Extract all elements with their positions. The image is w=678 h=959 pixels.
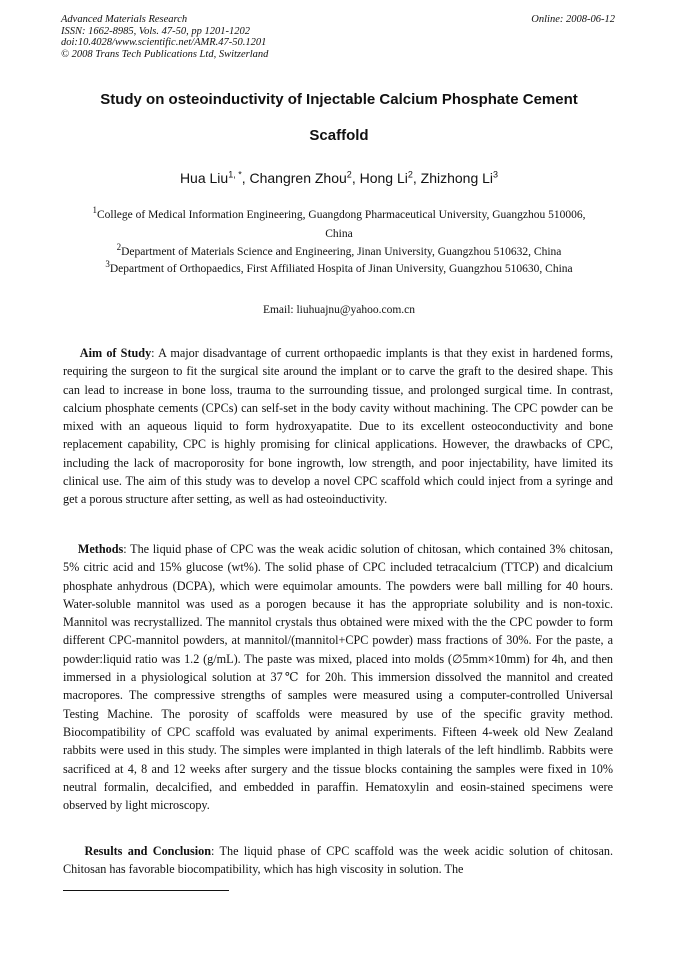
affiliation-mark: 3 <box>105 259 110 270</box>
aim-paragraph <box>63 344 613 509</box>
author-affiliation-mark: 2 <box>407 169 413 180</box>
results-heading: Results and Conclusion <box>84 844 212 858</box>
author-name: Zhizhong Li <box>420 170 494 186</box>
author-affiliation-mark: 3 <box>493 169 499 180</box>
aim-text: : A major disadvantage of current orthopaedic implants is that they exist in hardened forms, requiring the surgeon to fit the surgical site around the implant or to carve the graft to the desired shape. This can lead to increase in bone loss, trauma to the surrounding tissue, and prolonged surgical time. In contrast, calcium phosphate cements (CPCs) can self-set in the body cavity without machining. The CPC powder can be mixed with an aqueous liquid to form hydroxyapatite. Due to its excellent osteoconductivity and bone replacement capability, CPC is highly promising for clinical applications. However, the drawbacks of CPC, including the lack of macroporosity for bone ingrowth, low strength, and poor injectability, have limited its clinical use. The aim of this study was to develop a novel CPC scaffold which could inject from a syringe and get a porous structure after setting, as well as had osteoinductivity. <box>63 346 614 507</box>
affiliation-text: College of Medical Information Engineering, Guangdong Pharmaceutical University, Guangzhou 510006, <box>96 209 586 221</box>
results-text: : The liquid phase of CPC scaffold was the week acidic solution of chitosan. Chitosan has favorable biocompatibility, which has high viscosity in solution. The <box>63 844 614 877</box>
author-affiliation-mark: 1, * <box>228 169 242 180</box>
paper-title-line-2: Scaffold <box>309 127 369 144</box>
author-separator: , <box>351 170 360 186</box>
author-affiliation-mark: 2 <box>346 169 352 180</box>
author-list <box>40 170 638 186</box>
online-date: Online: 2008-06-12 <box>531 14 615 25</box>
copyright-line: © 2008 Trans Tech Publications Ltd, Switzerland <box>61 48 269 60</box>
doi-line: doi:10.4028/www.scientific.net/AMR.47-50.1201 <box>61 37 267 48</box>
affiliation-3 <box>40 259 638 275</box>
methods-paragraph <box>63 540 613 814</box>
affiliation-1-country: China <box>325 228 353 240</box>
footnote-rule <box>63 890 229 891</box>
journal-header <box>61 14 268 60</box>
author-separator: , <box>412 170 421 186</box>
author-name: Hong Li <box>359 170 408 186</box>
methods-heading: Methods <box>77 542 124 556</box>
affiliation-text: Department of Materials Science and Engineering, Jinan University, Guangzhou 510632, China <box>121 246 562 258</box>
author-separator: , <box>241 170 250 186</box>
aim-heading: Aim of Study <box>79 346 152 360</box>
author-name: Hua Liu <box>179 170 229 186</box>
affiliation-mark: 2 <box>116 242 122 253</box>
issn-line: ISSN: 1662-8985, Vols. 47-50, pp 1201-1202 <box>61 25 250 37</box>
contact-email: Email: liuhuajnu@yahoo.com.cn <box>262 304 416 316</box>
author-name: Changren Zhou <box>249 170 347 186</box>
affiliation-1 <box>40 205 638 221</box>
methods-text: : The liquid phase of CPC was the weak acidic solution of chitosan, which contained 3% chitosan, 5% citric acid and 15% glucose (wt%). The solid phase of CPC included tetracalcium (TTCP) and dicalcium phosphate anhydrous (DCPA), which were equimolar amounts. The powders were ball milling for 40 hours. Water-soluble mannitol was used as a porogen because it has the appropriate solubility and is non-toxic. Mannitol was recrystallized. The mannitol crystals thus obtained were mixed with the the CPC powder to form different CPC-mannitol powders, at mannitol/(mannitol+CPC powder) mass fractions of 30%. For the paste, a powder:liquid ratio was 1.2 (g/mL). The paste was mixed, placed into molds (∅5mm×10mm) for 4h, and then immersed in a physiological solution at 37℃ for 20h. This immersion dissolved the mannitol and created macropores. The compressive strengths of samples were measured using a computer-controlled Universal Testing Machine. The porosity of scaffolds were measured by use of the specific gravity method. Biocompatibility of CPC scaffold was evaluated by animal experiments. Fifteen 4-week old New Zealand rabbits were used in this study. The simples were implanted in thigh laterals of the left hindlimb. Rabbits were sacrificed at 4, 8 and 12 weeks after surgery and the tissue blocks containing the samples were fixed in 10% neutral formalin, decalcified, and embedded in paraffin. Hematoxylin and eosin-stained specimens were observed by light microscopy. <box>63 542 613 813</box>
journal-name: Advanced Materials Research <box>61 14 188 25</box>
results-paragraph <box>63 842 613 879</box>
paper-title-line-1: Study on osteoinductivity of Injectable Calcium Phosphate Cement <box>100 91 578 108</box>
affiliation-mark: 1 <box>92 205 97 216</box>
affiliation-text: Department of Orthopaedics, First Affiliated Hospita of Jinan University, Guangzhou 510630, China <box>109 263 573 275</box>
affiliation-2 <box>40 242 638 258</box>
